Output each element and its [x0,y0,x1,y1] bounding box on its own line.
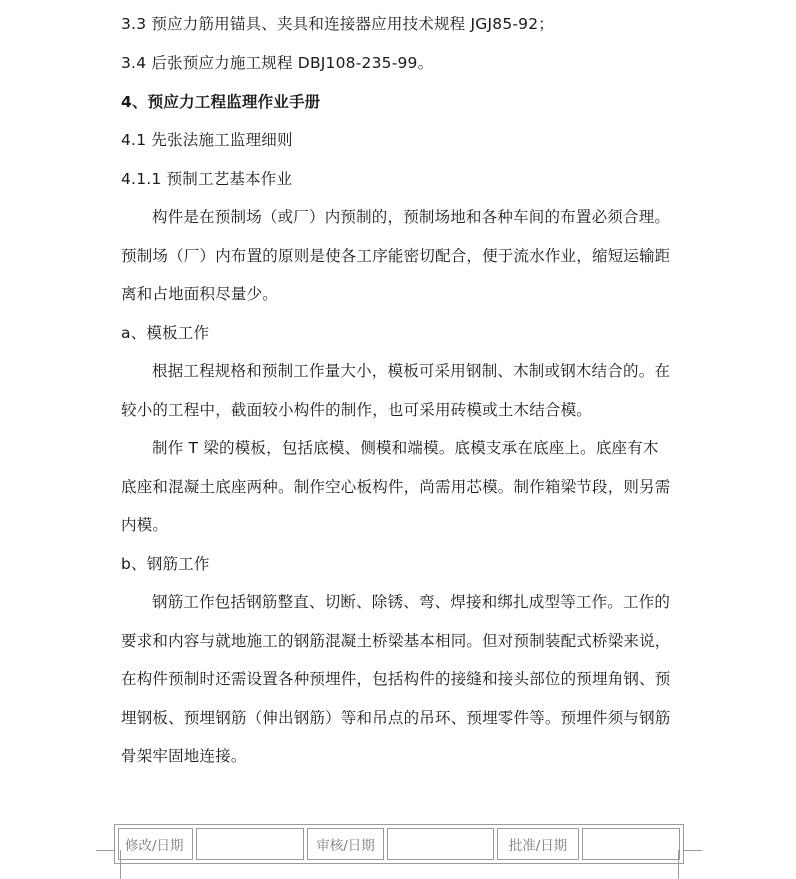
paragraph-line: 制作 T 梁的模板，包括底模、侧模和端模。底模支承在底座上。底座有木 [152,439,659,457]
item-heading-b: b、钢筋工作 [121,555,210,573]
paragraph-line: 预制场（厂）内布置的原则是使各工序能密切配合，便于流水作业，缩短运输距 [121,247,671,265]
paragraph-line: 埋钢板、预埋钢筋（伸出钢筋）等和吊点的吊环、预埋零件等。预埋件须与钢筋 [121,709,671,727]
paragraph-line: 较小的工程中，截面较小构件的制作，也可采用砖模或土木结合模。 [121,401,593,419]
signoff-table [114,824,684,864]
review-date-label: 审核/日期 [307,828,384,860]
paragraph-line: 骨架牢固地连接。 [121,747,247,765]
revise-date-value [196,828,304,860]
item-heading-a: a、模板工作 [121,324,210,342]
signoff-row [118,828,680,860]
clause-3-4: 3.4 后张预应力施工规程 DBJ108-235-99。 [121,54,434,72]
approve-date-value [582,828,680,860]
revise-date-label: 修改/日期 [118,828,193,860]
review-date-value [387,828,494,860]
corner-mark [96,850,114,851]
section-heading-4: 4、预应力工程监理作业手册 [121,93,321,111]
paragraph-line: 内模。 [121,516,169,534]
subsection-heading-4-1: 4.1 先张法施工监理细则 [121,131,293,149]
clause-3-3: 3.3 预应力筋用锚具、夹具和连接器应用技术规程 JGJ85-92； [121,15,554,33]
paragraph-line: 钢筋工作包括钢筋整直、切断、除锈、弯、焊接和绑扎成型等工作。工作的 [152,593,671,611]
paragraph-line: 根据工程规格和预制工作量大小，模板可采用钢制、木制或钢木结合的。在 [152,362,671,380]
paragraph-line: 离和占地面积尽量少。 [121,285,279,303]
paragraph-line: 要求和内容与就地施工的钢筋混凝土桥梁基本相同。但对预制装配式桥梁来说， [121,632,671,650]
paragraph-line: 构件是在预制场（或厂）内预制的，预制场地和各种车间的布置必须合理。 [152,208,671,226]
paragraph-line: 底座和混凝土底座两种。制作空心板构件，尚需用芯模。制作箱梁节段，则另需 [121,478,671,496]
corner-mark [684,850,702,851]
approve-date-label: 批准/日期 [497,828,579,860]
paragraph-line: 在构件预制时还需设置各种预埋件，包括构件的接缝和接头部位的预埋角钢、预 [121,670,671,688]
subsection-heading-4-1-1: 4.1.1 预制工艺基本作业 [121,170,293,188]
